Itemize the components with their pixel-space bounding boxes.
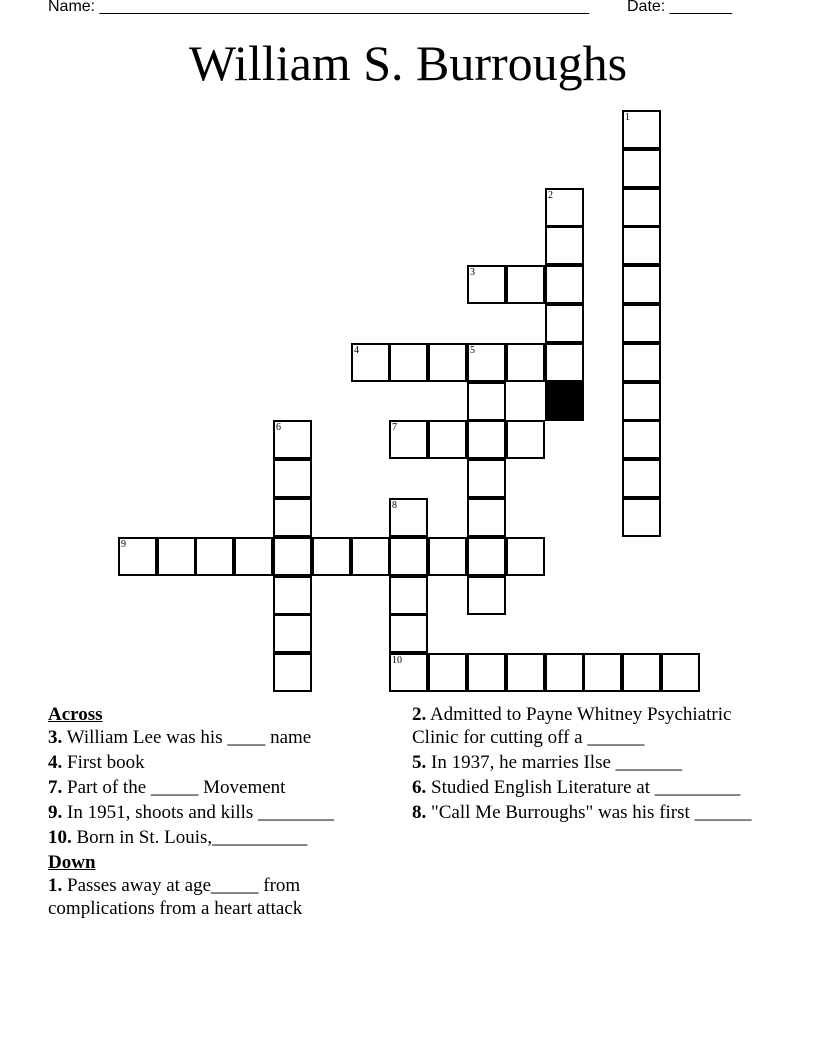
across-clue-list bbox=[48, 726, 378, 849]
clue-number: 7 bbox=[392, 422, 397, 433]
crossword-cell[interactable] bbox=[622, 188, 661, 227]
clue-item bbox=[48, 826, 378, 849]
clue-item-number: 2. bbox=[412, 704, 427, 725]
crossword-cell[interactable] bbox=[467, 420, 506, 459]
crossword-cell[interactable] bbox=[622, 498, 661, 537]
clue-number: 10 bbox=[392, 655, 402, 666]
crossword-cell[interactable] bbox=[622, 304, 661, 343]
crossword-cell[interactable] bbox=[351, 343, 390, 382]
crossword-cell[interactable] bbox=[234, 537, 273, 576]
crossword-cell[interactable] bbox=[389, 498, 428, 537]
clue-item-number: 6. bbox=[412, 777, 427, 798]
clue-item-text: In 1937, he marries Ilse _______ bbox=[426, 752, 683, 773]
clue-number: 3 bbox=[470, 267, 475, 278]
clue-number: 1 bbox=[625, 112, 630, 123]
clue-item-text: First book bbox=[62, 752, 145, 773]
crossword-cell[interactable] bbox=[545, 226, 584, 265]
clue-item bbox=[412, 776, 752, 799]
clue-item-number: 4. bbox=[48, 752, 63, 773]
crossword-cell[interactable] bbox=[118, 537, 157, 576]
crossword-cell[interactable] bbox=[312, 537, 351, 576]
clue-number: 4 bbox=[354, 345, 359, 356]
clue-item bbox=[48, 726, 378, 749]
clue-item bbox=[48, 776, 378, 799]
clue-item-text: "Call Me Burroughs" was his first ______ bbox=[426, 802, 752, 823]
crossword-cell[interactable] bbox=[389, 343, 428, 382]
crossword-cell[interactable] bbox=[622, 265, 661, 304]
crossword-cell[interactable] bbox=[351, 537, 390, 576]
crossword-cell[interactable] bbox=[467, 537, 506, 576]
crossword-cell[interactable] bbox=[506, 537, 545, 576]
crossword-cell[interactable] bbox=[389, 537, 428, 576]
clue-item bbox=[412, 751, 752, 774]
clue-item-number: 10. bbox=[48, 827, 72, 848]
crossword-cell[interactable] bbox=[545, 653, 584, 692]
crossword-cell[interactable] bbox=[273, 498, 312, 537]
clue-item-text: Born in St. Louis,__________ bbox=[71, 827, 308, 848]
crossword-cell[interactable] bbox=[622, 110, 661, 149]
crossword-cell[interactable] bbox=[273, 576, 312, 615]
crossword-cell[interactable] bbox=[467, 459, 506, 498]
crossword-cell[interactable] bbox=[622, 343, 661, 382]
clue-item bbox=[48, 874, 378, 920]
clue-number: 5 bbox=[470, 345, 475, 356]
crossword-cell[interactable] bbox=[389, 420, 428, 459]
clue-item-number: 8. bbox=[412, 802, 427, 823]
clue-item bbox=[48, 801, 378, 824]
crossword-cell[interactable] bbox=[622, 653, 661, 692]
black-square bbox=[545, 382, 584, 421]
crossword-cell[interactable] bbox=[622, 420, 661, 459]
clue-item-text: Studied English Literature at _________ bbox=[426, 777, 741, 798]
clue-item bbox=[412, 703, 752, 749]
clue-item bbox=[48, 751, 378, 774]
crossword-cell[interactable] bbox=[273, 459, 312, 498]
crossword-cell[interactable] bbox=[661, 653, 700, 692]
crossword-cell[interactable] bbox=[467, 382, 506, 421]
crossword-cell[interactable] bbox=[622, 226, 661, 265]
clue-item-number: 1. bbox=[48, 875, 63, 896]
crossword-cell[interactable] bbox=[467, 576, 506, 615]
clue-item-text: In 1951, shoots and kills ________ bbox=[62, 802, 335, 823]
clue-item-number: 9. bbox=[48, 802, 63, 823]
crossword-cell[interactable] bbox=[428, 420, 467, 459]
crossword-cell[interactable] bbox=[622, 382, 661, 421]
down-clue-list-right bbox=[412, 703, 752, 824]
crossword-cell[interactable] bbox=[428, 653, 467, 692]
crossword-cell[interactable] bbox=[467, 498, 506, 537]
crossword-cell[interactable] bbox=[545, 265, 584, 304]
crossword-cell[interactable] bbox=[467, 343, 506, 382]
clue-item-text: Part of the _____ Movement bbox=[62, 777, 286, 798]
down-clue-list-left bbox=[48, 874, 378, 920]
crossword-cell[interactable] bbox=[583, 653, 622, 692]
clues-right-column bbox=[412, 703, 752, 826]
crossword-cell[interactable] bbox=[389, 653, 428, 692]
crossword-cell[interactable] bbox=[195, 537, 234, 576]
clue-item-text: William Lee was his ____ name bbox=[62, 727, 312, 748]
crossword-cell[interactable] bbox=[622, 459, 661, 498]
down-heading: Down bbox=[48, 852, 96, 873]
crossword-cell[interactable] bbox=[545, 343, 584, 382]
page-title: William S. Burroughs bbox=[188, 35, 628, 91]
across-heading: Across bbox=[48, 704, 103, 725]
date-line: Date: _______ bbox=[627, 0, 732, 15]
crossword-cell[interactable] bbox=[428, 343, 467, 382]
crossword-cell[interactable] bbox=[506, 420, 545, 459]
crossword-cell[interactable] bbox=[506, 653, 545, 692]
clues-left-column bbox=[48, 703, 378, 922]
crossword-cell[interactable] bbox=[467, 265, 506, 304]
clue-item-number: 3. bbox=[48, 727, 63, 748]
clue-number: 8 bbox=[392, 500, 397, 511]
crossword-cell[interactable] bbox=[273, 537, 312, 576]
clue-number: 6 bbox=[276, 422, 281, 433]
crossword-cell[interactable] bbox=[157, 537, 196, 576]
crossword-cell[interactable] bbox=[428, 537, 467, 576]
clue-item-text: Admitted to Payne Whitney Psychiatric Clinic for cutting off a ______ bbox=[412, 704, 732, 748]
clue-item-number: 7. bbox=[48, 777, 63, 798]
clue-item bbox=[412, 801, 752, 824]
crossword-cell[interactable] bbox=[467, 653, 506, 692]
clue-number: 2 bbox=[548, 190, 553, 201]
clue-item-number: 5. bbox=[412, 752, 427, 773]
name-line: Name: _______________________________________________________ bbox=[48, 0, 589, 15]
crossword-cell[interactable] bbox=[273, 420, 312, 459]
crossword-cell[interactable] bbox=[506, 343, 545, 382]
clue-number: 9 bbox=[121, 539, 126, 550]
crossword-cell[interactable] bbox=[273, 653, 312, 692]
crossword-cell[interactable] bbox=[389, 576, 428, 615]
crossword-cell[interactable] bbox=[545, 188, 584, 227]
crossword-cell[interactable] bbox=[545, 304, 584, 343]
crossword-cell[interactable] bbox=[622, 149, 661, 188]
crossword-cell[interactable] bbox=[506, 265, 545, 304]
crossword-cell[interactable] bbox=[273, 614, 312, 653]
crossword-cell[interactable] bbox=[389, 614, 428, 653]
clue-item-text: Passes away at age_____ from complications from a heart attack bbox=[48, 875, 303, 919]
